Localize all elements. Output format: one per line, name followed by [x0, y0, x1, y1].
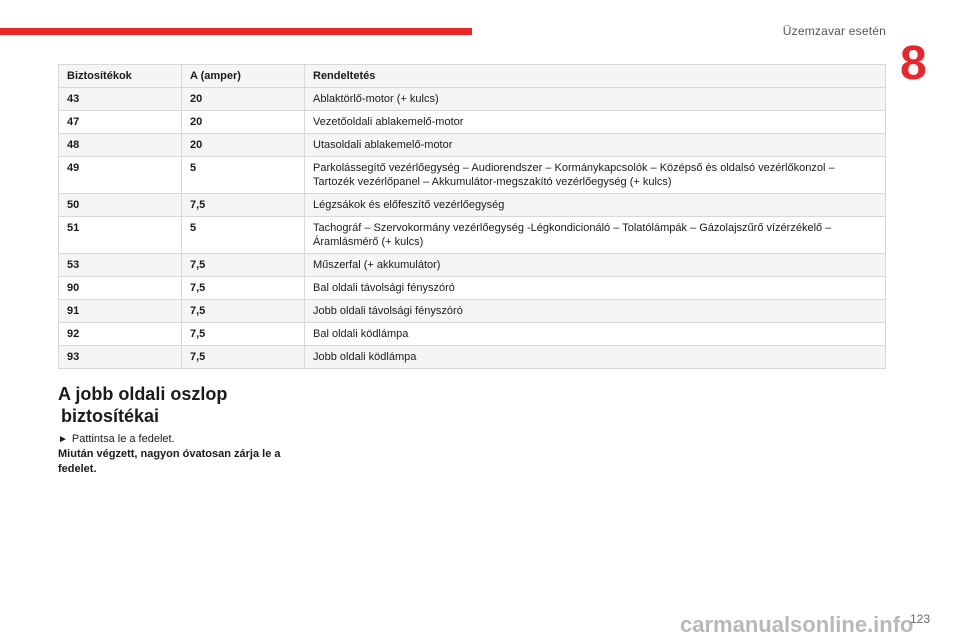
fuse-number-cell: 93	[59, 346, 182, 369]
table-row	[59, 157, 886, 194]
fuse-number-cell: 90	[59, 277, 182, 300]
purpose-cell: Légzsákok és előfeszítő vezérlőegység	[305, 194, 886, 217]
column-header-amps: A (amper)	[182, 65, 305, 88]
table-row	[59, 111, 886, 134]
watermark: carmanualsonline.info	[680, 612, 914, 637]
amperage-cell: 7,5	[182, 323, 305, 346]
fuse-number-cell: 53	[59, 254, 182, 277]
purpose-cell: Jobb oldali távolsági fényszóró	[305, 300, 886, 323]
step-text: Pattintsa le a fedelet.	[71, 433, 175, 445]
fuse-number-cell: 51	[59, 217, 182, 254]
amperage-cell: 7,5	[182, 254, 305, 277]
amperage-cell: 5	[182, 157, 305, 194]
amperage-cell: 7,5	[182, 346, 305, 369]
chapter-accent-bar	[0, 28, 472, 35]
fuse-number-cell: 91	[59, 300, 182, 323]
table-row	[59, 134, 886, 157]
amperage-cell: 20	[182, 88, 305, 111]
column-header-fuses: Biztosítékok	[59, 65, 182, 88]
subsection-heading	[58, 383, 318, 427]
purpose-cell: Bal oldali távolsági fényszóró	[305, 277, 886, 300]
table-row	[59, 300, 886, 323]
instructions	[58, 432, 318, 477]
fuse-number-cell: 47	[59, 111, 182, 134]
fuse-number-cell: 50	[59, 194, 182, 217]
section-title: Üzemzavar esetén	[782, 24, 886, 38]
purpose-cell: Jobb oldali ködlámpa	[305, 346, 886, 369]
purpose-cell: Műszerfal (+ akkumulátor)	[305, 254, 886, 277]
amperage-cell: 5	[182, 217, 305, 254]
caution-note: Miután végzett, nagyon óvatosan zárja le a fedelet.	[58, 448, 281, 475]
subsection-title-line1: A jobb oldali oszlop	[58, 384, 228, 404]
table-row	[59, 194, 886, 217]
purpose-cell: Tachográf – Szervokormány vezérlőegység -Légkondicionáló – Tolatólámpák – Gázolajszűrő vízérzékelő – Áramlásmérő (+ kulcs)	[305, 217, 886, 254]
purpose-cell: Vezetőoldali ablakemelő-motor	[305, 111, 886, 134]
amperage-cell: 20	[182, 111, 305, 134]
table-row	[59, 277, 886, 300]
table-row	[59, 254, 886, 277]
purpose-cell: Parkolássegítő vezérlőegység – Audiorendszer – Kormánykapcsolók – Középső és oldalsó vezérlőkonzol – Tartozék vezérlőpanel – Akkumulátor-megszakító vezérlőegység (+ kulcs)	[305, 157, 886, 194]
subsection-title-line2: biztosítékai	[61, 406, 160, 426]
fuse-number-cell: 49	[59, 157, 182, 194]
page-number: 123	[909, 612, 930, 626]
amperage-cell: 7,5	[182, 277, 305, 300]
table-row	[59, 346, 886, 369]
amperage-cell: 20	[182, 134, 305, 157]
amperage-cell: 7,5	[182, 194, 305, 217]
table-row	[59, 88, 886, 111]
table-row	[59, 217, 886, 254]
amperage-cell: 7,5	[182, 300, 305, 323]
chapter-number: 8	[900, 37, 927, 90]
purpose-cell: Bal oldali ködlámpa	[305, 323, 886, 346]
table-header-row	[59, 65, 886, 88]
purpose-cell: Utasoldali ablakemelő-motor	[305, 134, 886, 157]
instruction-step	[58, 432, 318, 447]
purpose-cell: Ablaktörlő-motor (+ kulcs)	[305, 88, 886, 111]
column-header-purpose: Rendeltetés	[305, 65, 886, 88]
fuse-table	[58, 64, 886, 369]
arrow-right-icon: ►	[58, 434, 68, 445]
table-row	[59, 323, 886, 346]
fuse-number-cell: 48	[59, 134, 182, 157]
fuse-number-cell: 92	[59, 323, 182, 346]
fuse-number-cell: 43	[59, 88, 182, 111]
